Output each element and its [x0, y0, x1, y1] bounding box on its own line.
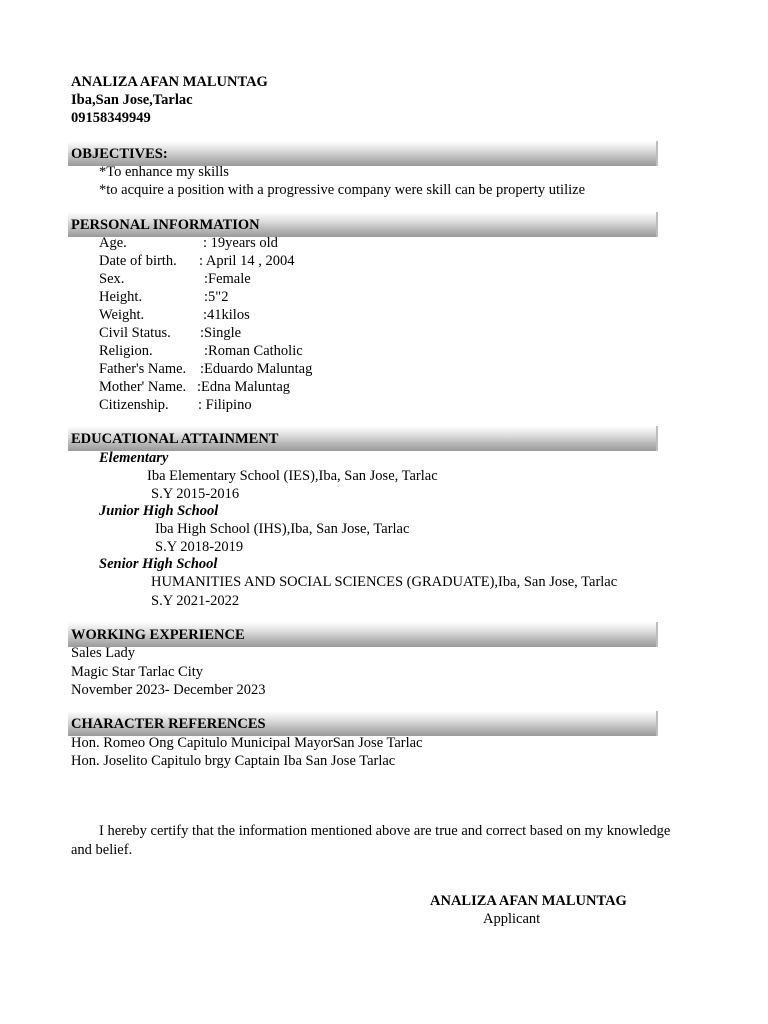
reference-item: Hon. Romeo Ong Capitulo Municipal MayorSan Jose Tarlac — [71, 735, 423, 751]
personal-father-label: Father's Name. — [99, 361, 187, 377]
personal-weight-label: Weight. — [99, 307, 145, 323]
work-header-bar — [68, 622, 658, 647]
work-period: November 2023- December 2023 — [71, 682, 266, 698]
personal-religion-label: Religion. — [99, 343, 153, 359]
personal-weight-value: :41kilos — [203, 307, 250, 323]
work-position: Sales Lady — [71, 645, 136, 661]
education-year-junior-high: S.Y 2018-2019 — [155, 539, 244, 555]
personal-father-value: :Eduardo Maluntag — [200, 361, 313, 377]
education-year-elementary: S.Y 2015-2016 — [151, 486, 240, 502]
objective-item: *to acquire a position with a progressive company were skill can be property utilize — [99, 182, 586, 198]
applicant-phone: 09158349949 — [71, 110, 151, 126]
reference-item: Hon. Joselito Capitulo brgy Captain Iba San Jose Tarlac — [71, 753, 396, 769]
personal-sex-value: :Female — [204, 271, 251, 287]
personal-civil-status-value: :Single — [200, 325, 242, 341]
personal-sex-label: Sex. — [99, 271, 125, 287]
education-level-senior-high: Senior High School — [99, 556, 218, 572]
objectives-title: OBJECTIVES: — [71, 146, 168, 162]
applicant-address: Iba,San Jose,Tarlac — [71, 92, 193, 108]
education-title: EDUCATIONAL ATTAINMENT — [71, 431, 279, 447]
personal-height-value: :5"2 — [204, 289, 229, 305]
personal-dob-value: : April 14 , 2004 — [199, 253, 295, 269]
certification-text: I hereby certify that the information mentioned above are true and correct based on my knowledge — [99, 823, 671, 839]
work-company: Magic Star Tarlac City — [71, 664, 204, 680]
personal-info-title: PERSONAL INFORMATION — [71, 217, 260, 233]
personal-religion-value: :Roman Catholic — [204, 343, 303, 359]
objective-item: *To enhance my skills — [99, 164, 229, 180]
personal-mother-label: Mother' Name. — [99, 379, 187, 395]
personal-citizenship-value: : Filipino — [198, 397, 252, 413]
personal-citizenship-label: Citizenship. — [99, 397, 169, 413]
education-header-bar — [68, 426, 658, 451]
signature-name: ANALIZA AFAN MALUNTAG — [430, 893, 627, 909]
personal-age-value: : 19years old — [203, 235, 278, 251]
education-level-junior-high: Junior High School — [99, 503, 219, 519]
references-title: CHARACTER REFERENCES — [71, 716, 266, 732]
personal-civil-status-label: Civil Status. — [99, 325, 171, 341]
education-year-senior-high: S.Y 2021-2022 — [151, 593, 240, 609]
references-header-bar — [68, 711, 658, 736]
personal-age-label: Age. — [99, 235, 127, 251]
personal-height-label: Height. — [99, 289, 143, 305]
applicant-name: ANALIZA AFAN MALUNTAG — [71, 74, 268, 90]
education-level-elementary: Elementary — [99, 450, 169, 466]
personal-info-header-bar — [68, 212, 658, 237]
signature-role: Applicant — [483, 911, 541, 927]
education-school-junior-high: Iba High School (IHS),Iba, San Jose, Tarlac — [155, 521, 410, 537]
education-school-senior-high: HUMANITIES AND SOCIAL SCIENCES (GRADUATE),Iba, San Jose, Tarlac — [151, 574, 618, 590]
personal-dob-label: Date of birth. — [99, 253, 177, 269]
education-school-elementary: Iba Elementary School (IES),Iba, San Jose, Tarlac — [147, 468, 438, 484]
personal-mother-value: :Edna Maluntag — [197, 379, 291, 395]
certification-text-continued: and belief. — [71, 842, 133, 858]
work-title: WORKING EXPERIENCE — [71, 627, 245, 643]
